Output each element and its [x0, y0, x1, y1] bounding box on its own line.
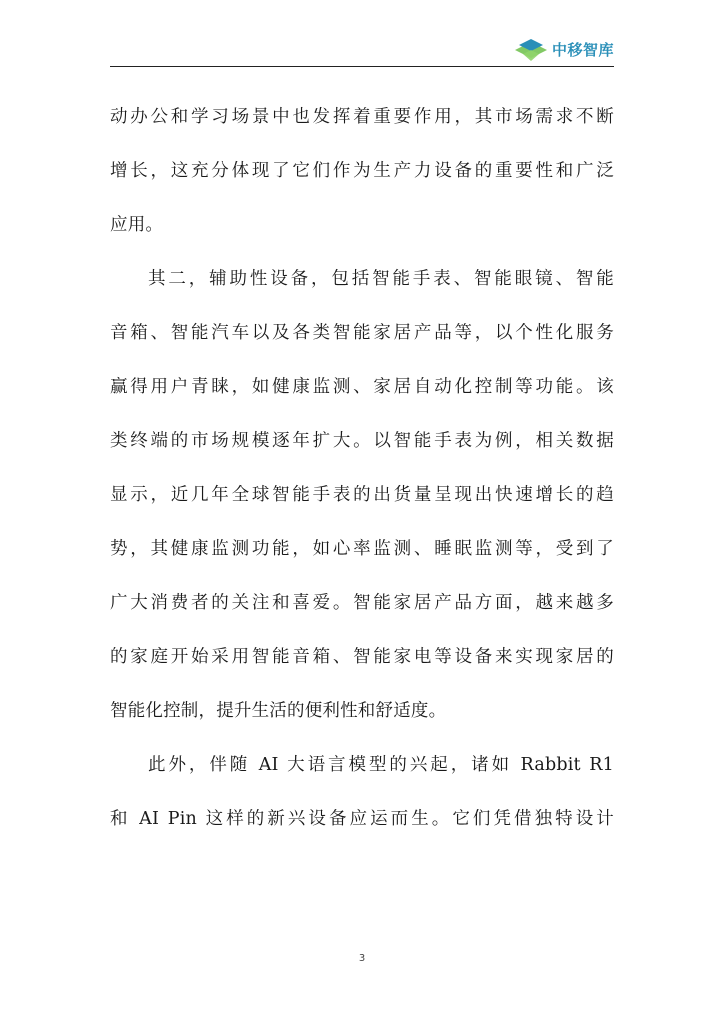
text-line: 和 AI Pin 这样的新兴设备应运而生。它们凭借独特设计	[110, 809, 614, 829]
text-line: 此外，伴随 AI 大语言模型的兴起，诸如 Rabbit R1	[148, 755, 614, 775]
text-line: 动办公和学习场景中也发挥着重要作用，其市场需求不断	[110, 107, 614, 127]
text-line: 势，其健康监测功能，如心率监测、睡眠监测等，受到了	[110, 539, 614, 559]
text-line: 赢得用户青睐，如健康监测、家居自动化控制等功能。该	[110, 377, 614, 397]
text-line: 的家庭开始采用智能音箱、智能家电等设备来实现家居的	[110, 647, 614, 667]
brand-logo-text: 中移智库	[551, 40, 614, 59]
page-header	[110, 30, 614, 67]
brand-logo	[513, 34, 614, 64]
page-number: 3	[358, 953, 366, 964]
text-line: 其二，辅助性设备，包括智能手表、智能眼镜、智能	[148, 269, 614, 289]
text-line: 显示，近几年全球智能手表的出货量呈现出快速增长的趋	[110, 485, 614, 505]
text-line: 类终端的市场规模逐年扩大。以智能手表为例，相关数据	[110, 431, 614, 451]
text-line: 增长，这充分体现了它们作为生产力设备的重要性和广泛	[110, 161, 614, 181]
text-line: 音箱、智能汽车以及各类智能家居产品等，以个性化服务	[110, 323, 614, 343]
brand-logo-icon	[513, 35, 549, 63]
body-text	[110, 98, 614, 854]
text-line: 广大消费者的关注和喜爱。智能家居产品方面，越来越多	[110, 593, 614, 613]
text-line: 应用。	[110, 215, 164, 235]
text-line: 智能化控制，提升生活的便利性和舒适度。	[110, 701, 447, 721]
